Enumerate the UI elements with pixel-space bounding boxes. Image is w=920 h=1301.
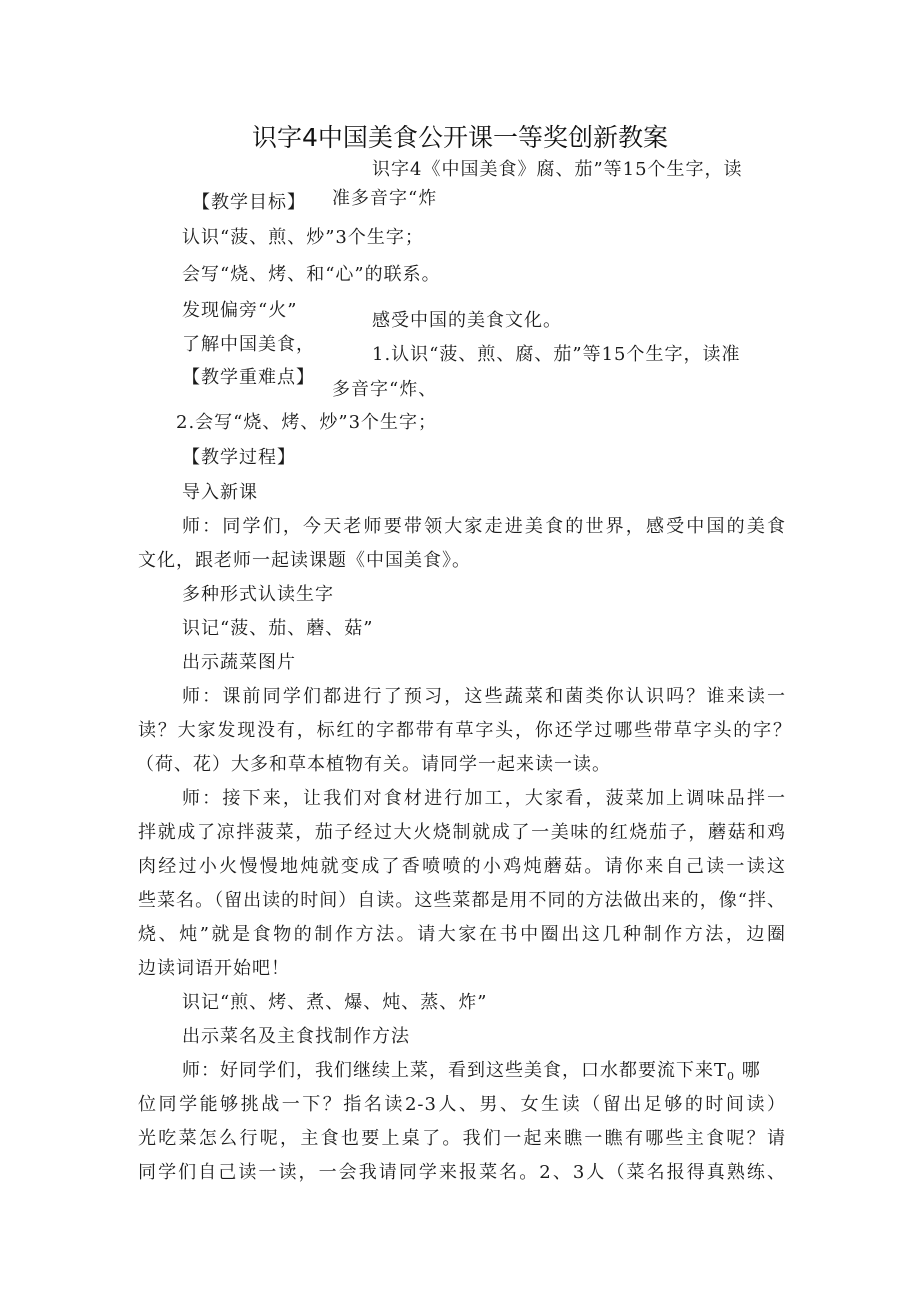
paragraph-line: 师：接下来，让我们对食材进行加工，大家看，菠菜加上调味品拌一	[182, 788, 786, 809]
section-heading-process: 【教学过程】	[182, 447, 296, 468]
subheading-memorize-2: 识记“煎、烤、煮、爆、炖、蒸、炸”	[182, 992, 488, 1013]
paragraph-line: 拌就成了凉拌菠菜，茄子经过大火烧制就成了一美味的红烧茄子，蘑菇和鸡	[138, 822, 786, 843]
paragraph-line: 读？大家发现没有，标红的字都带有草字头，你还学过哪些带草字头的字？	[138, 720, 792, 741]
objective-line-1: 识字4《中国美食》腐、茄”等15个生字，读	[372, 159, 743, 180]
paragraph-line: （荷、花）大多和草本植物有关。请同学一起来读一读。	[136, 754, 611, 775]
paragraph-line: 师：同学们，今天老师要带领大家走进美食的世界，感受中国的美食	[182, 516, 786, 537]
paragraph-line: 文化，跟老师一起读课题《中国美食》。	[138, 550, 471, 571]
paragraph-text: 师：好同学们，我们继续上菜，看到这些美食，口水都要流下来T	[182, 1060, 728, 1081]
section-heading-key-points: 【教学重难点】	[182, 367, 315, 388]
paragraph-line: 些菜名。（留出读的时间）自读。这些菜都是用不同的方法做出来的，像“拌、	[138, 890, 786, 911]
paragraph-line: 烧、炖”就是食物的制作方法。请大家在书中圈出这几种制作方法，边圈	[138, 924, 786, 945]
paragraph-line: 边读词语开始吧！	[138, 958, 290, 979]
objective-line-5: 发现偏旁“火”	[182, 300, 298, 321]
section-heading-objectives: 【教学目标】	[192, 192, 306, 213]
paragraph-line: 同学们自己读一读，一会我请同学来报菜名。2、3人（菜名报得真熟练、	[138, 1162, 786, 1183]
objective-line-7: 了解中国美食，	[182, 334, 315, 355]
key-point-line-3: 2.会写“烧、烤、炒”3个生字；	[176, 412, 438, 433]
paragraph-line: 光吃菜怎么行呢，主食也要上桌了。我们一起来瞧一瞧有哪些主食呢？请	[138, 1128, 786, 1149]
subheading-memorize-1: 识记“菠、茄、蘑、菇”	[182, 618, 374, 639]
paragraph-line	[182, 1059, 761, 1089]
subheading-reading: 多种形式认读生字	[182, 584, 334, 605]
paragraph-line: 肉经过小火慢慢地炖就变成了香喷喷的小鸡炖蘑菇。请你来自己读一读这	[138, 856, 786, 877]
objective-line-3: 认识“菠、煎、炒”3个生字；	[182, 227, 424, 248]
objective-line-6: 感受中国的美食文化。	[372, 310, 562, 331]
paragraph-line: 师：课前同学们都进行了预习，这些蔬菜和菌类你认识吗？谁来读一	[182, 686, 786, 707]
paragraph-text: 哪	[741, 1060, 761, 1081]
objective-line-2: 准多音字“炸	[332, 188, 438, 209]
paragraph-line: 位同学能够挑战一下？指名读2-3人、男、女生读（留出足够的时间读）	[138, 1094, 786, 1115]
subheading-intro: 导入新课	[182, 482, 258, 503]
key-point-line-2: 多音字“炸、	[332, 379, 438, 400]
document-title: 识字4中国美食公开课一等奖创新教案	[252, 123, 668, 152]
objective-line-4: 会写“烧、烤、和“心”的联系。	[182, 264, 441, 285]
subheading-show-vegetables: 出示蔬菜图片	[182, 652, 296, 673]
subscript-text: 0	[727, 1070, 736, 1083]
key-point-line-1: 1.认识“菠、煎、腐、茄”等15个生字，读准	[372, 344, 741, 365]
subheading-show-menu: 出示菜名及主食找制作方法	[182, 1026, 410, 1047]
